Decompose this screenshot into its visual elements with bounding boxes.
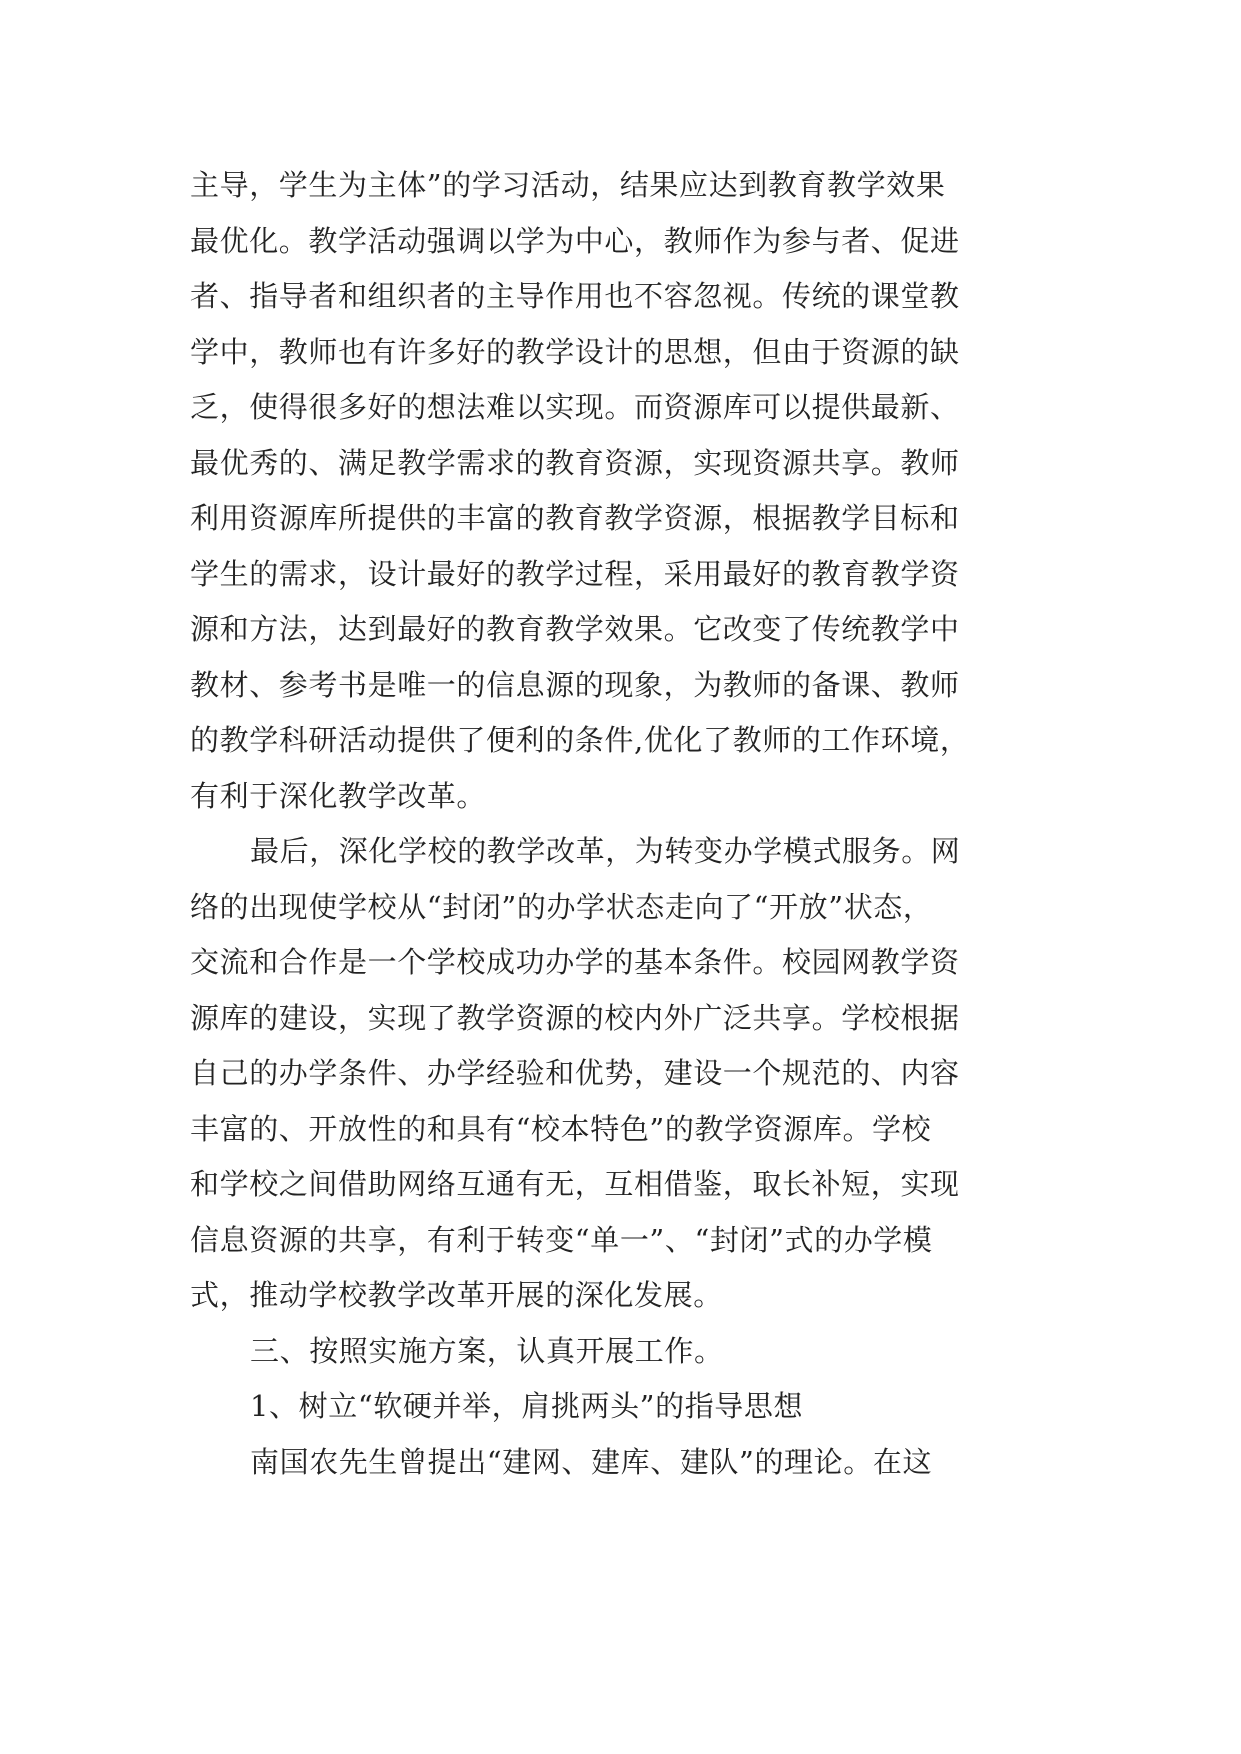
text-line: 主导，学生为主体”的学习活动，结果应达到教育教学效果 <box>190 168 946 202</box>
text-line: 学中，教师也有许多好的教学设计的思想，但由于资源的缺 <box>190 334 960 369</box>
text-line: 乏，使得很多好的想法难以实现。而资源库可以提供最新、 <box>190 390 960 424</box>
text-line: 源和方法，达到最好的教育教学效果。它改变了传统教学中 <box>190 612 960 646</box>
text-line: 者、指导者和组织者的主导作用也不容忽视。传统的课堂教 <box>190 279 960 313</box>
document-body <box>190 158 1090 1490</box>
text-line: 的教学科研活动提供了便利的条件,优化了教师的工作环境， <box>190 723 970 757</box>
text-line: 教材、参考书是唯一的信息源的现象，为教师的备课、教师 <box>190 667 960 702</box>
section-heading: 三、按照实施方案，认真开展工作。 <box>250 1333 724 1368</box>
text-line: 有利于深化教学改革。 <box>190 778 487 813</box>
subsection-heading: 1、树立“软硬并举，肩挑两头”的指导思想 <box>250 1389 804 1423</box>
text-line: 最优秀的、满足教学需求的教育资源，实现资源共享。教师 <box>190 445 960 480</box>
text-line: 络的出现使学校从“封闭”的办学状态走向了“开放”状态， <box>190 889 933 924</box>
text-line: 交流和合作是一个学校成功办学的基本条件。校园网教学资 <box>190 945 960 979</box>
text-line: 源库的建设，实现了教学资源的校内外广泛共享。学校根据 <box>190 1000 960 1035</box>
text-line: 学生的需求，设计最好的教学过程，采用最好的教育教学资 <box>190 556 960 591</box>
text-line: 丰富的、开放性的和具有“校本特色”的教学资源库。学校 <box>190 1111 932 1146</box>
text-line: 最优化。教学活动强调以学为中心，教师作为参与者、促进 <box>190 223 960 258</box>
paragraph-first-line: 最后，深化学校的教学改革，为转变办学模式服务。网 <box>250 834 961 868</box>
text-line: 利用资源库所提供的丰富的教育教学资源，根据教学目标和 <box>190 501 960 535</box>
paragraph-first-line: 南国农先生曾提出“建网、建库、建队”的理论。在这 <box>250 1444 933 1479</box>
text-line: 和学校之间借助网络互通有无，互相借鉴，取长补短，实现 <box>190 1167 960 1201</box>
text-line: 自己的办学条件、办学经验和优势，建设一个规范的、内容 <box>190 1056 960 1090</box>
text-line: 信息资源的共享，有利于转变“单一”、“封闭”式的办学模 <box>190 1222 933 1257</box>
text-line: 式，推动学校教学改革开展的深化发展。 <box>190 1278 723 1312</box>
